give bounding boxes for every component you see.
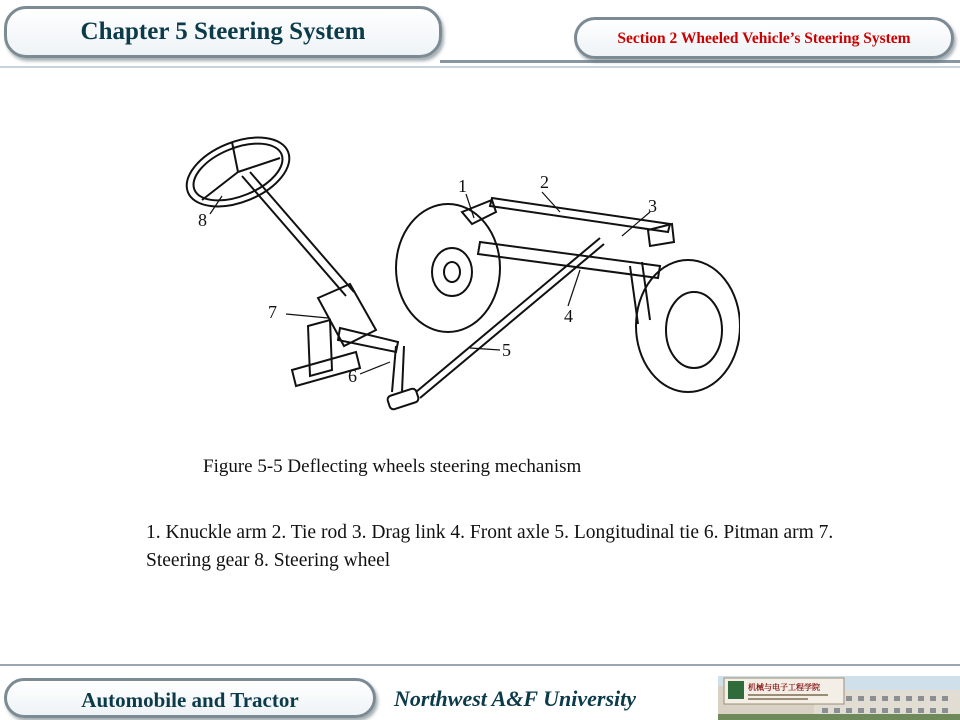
steering-mechanism-figure: [180, 120, 740, 420]
callout-3: 3: [648, 196, 657, 216]
callout-4: 4: [564, 306, 573, 326]
leader-line-4: [568, 270, 580, 306]
chapter-title: Chapter 5 Steering System: [80, 18, 366, 45]
steering-gear-box: [318, 284, 376, 346]
leader-line-3: [622, 212, 650, 236]
svg-text:机械与电子工程学院: 机械与电子工程学院: [748, 683, 820, 692]
steering-column: [250, 172, 354, 292]
steering-column: [242, 176, 346, 296]
header-divider: [440, 60, 960, 63]
callout-8: 8: [198, 210, 207, 230]
callout-6: 6: [348, 366, 357, 386]
steering-mechanism-drawing: [180, 120, 740, 420]
leader-line-6: [360, 362, 390, 374]
leader-line-7: [286, 314, 328, 318]
steering-gear-bracket: [308, 320, 332, 376]
callout-5: 5: [502, 340, 511, 360]
steering-wheel-spoke: [238, 158, 280, 172]
section-title: Section 2 Wheeled Vehicle’s Steering System: [617, 30, 911, 47]
section-title-pill: [574, 17, 954, 59]
footer-university-label: Northwest A&F University: [394, 686, 637, 711]
footer-course-label: Automobile and Tractor: [81, 688, 299, 712]
figure-legend: 1. Knuckle arm 2. Tie rod 3. Drag link 4. Front axle 5. Longitudinal tie 6. Pitman arm 7. Steering gear 8. Steering wheel: [146, 522, 834, 571]
header-shadow-line: [0, 66, 960, 68]
footer-label-pill: [4, 678, 376, 718]
college-building-image: [718, 676, 960, 720]
callout-2: 2: [540, 172, 549, 192]
steering-wheel-spoke: [202, 172, 238, 200]
tie-rod: [490, 198, 670, 232]
pitman-arm-drop: [402, 346, 404, 392]
leader-line-1: [466, 194, 474, 218]
leader-line-8: [210, 196, 222, 214]
right-wheel-inner: [666, 292, 722, 368]
left-wheel: [396, 204, 500, 332]
leader-line-5: [470, 348, 500, 350]
college-building-drawing: [718, 676, 960, 720]
callout-7: 7: [268, 302, 277, 322]
left-wheel-hub-center: [444, 262, 460, 282]
pitman-arm-drop: [392, 346, 396, 392]
pitman-arm: [338, 328, 398, 352]
right-wheel: [636, 260, 740, 392]
left-wheel-hub: [432, 248, 472, 296]
footer-divider: [0, 664, 960, 666]
leader-line-2: [542, 192, 560, 212]
chapter-title-pill: [4, 6, 442, 58]
figure-caption: Figure 5-5 Deflecting wheels steering mechanism: [203, 456, 582, 477]
callout-1: 1: [458, 176, 467, 196]
